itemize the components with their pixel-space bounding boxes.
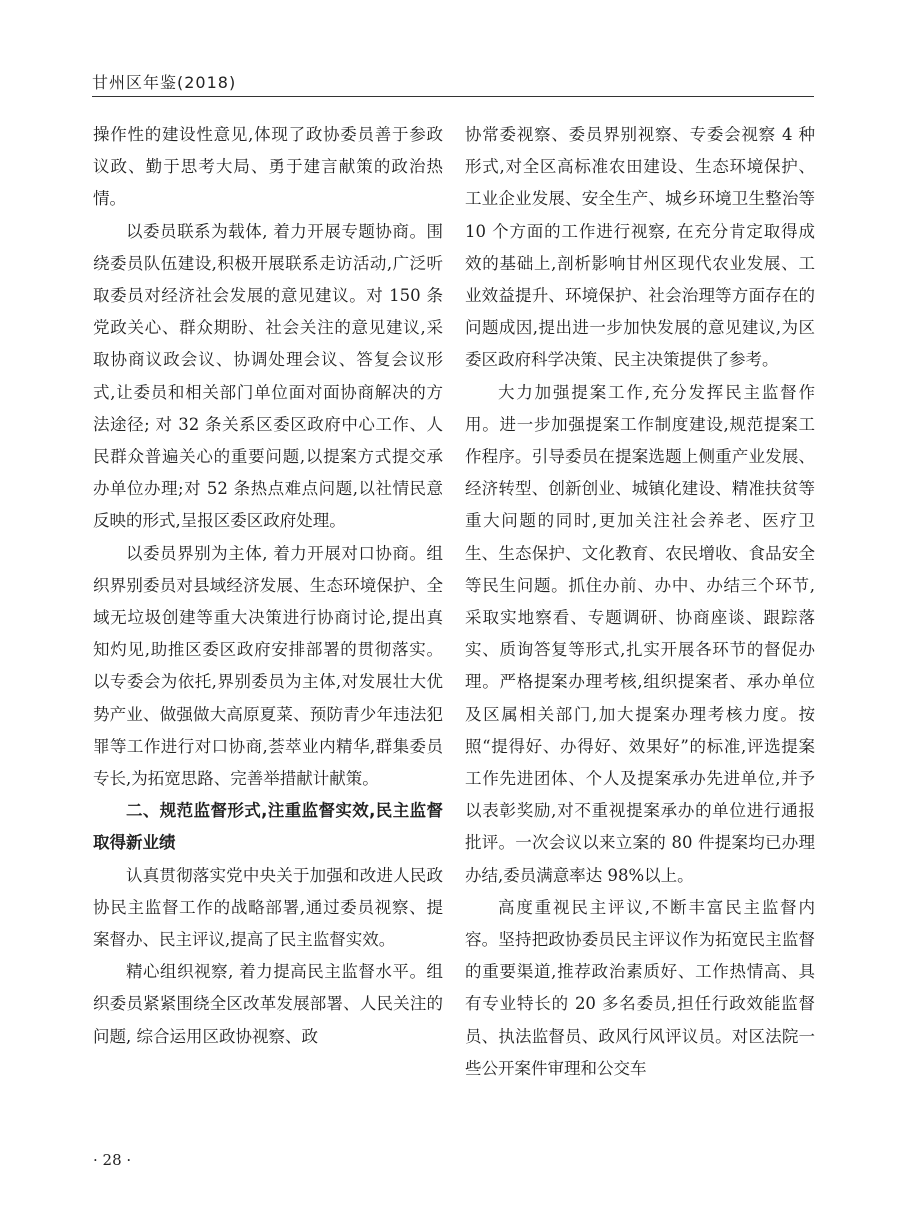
paragraph: 大力加强提案工作,充分发挥民主监督作用。进一步加强提案工作制度建设,规范提案工作程序。引导委员在提案选题上侧重产业发展、经济转型、创新创业、城镇化建设、精准扶贫等重大问题的同时,更加关注社会养老、医疗卫生、生态保护、文化教育、农民增收、食品安全等民生问题。抓住办前、办中、办结三个环节,采取实地察看、专题调研、协商座谈、跟踪落实、质询答复等形式,扎实开展各环节的督促办理。严格提案办理考核,组织提案者、承办单位及区属相关部门,加大提案办理考核力度。按照“提得好、办得好、效果好”的标准,评选提案工作先进团体、个人及提案承办先进单位,并予以表彰奖励,对不重视提案承办的单位进行通报批评。一次会议以来立案的 80 件提案均已办理办结,委员满意率达 98%以上。 (465, 382, 815, 885)
paragraph: 以委员联系为载体, 着力开展专题协商。围绕委员队伍建设,积极开展联系走访活动,广泛听取委员对经济社会发展的意见建议。对 150 条党政关心、群众期盼、社会关注的意见建议,采取协商议政会议、协调处理会议、答复会议形式,让委员和相关部门单位面对面协商解决的方法途径; 对 32 条关系区委区政府中心工作、人民群众普遍关心的重要问题,以提案方式提交承办单位办理;对 52 条热点难点问题,以社情民意反映的形式,呈报区委区政府处理。 (93, 221, 443, 531)
paragraph: 以委员界别为主体, 着力开展对口协商。组织界别委员对县域经济发展、生态环境保护、全域无垃圾创建等重大决策进行协商讨论,提出真知灼见,助推区委区政府安排部署的贯彻落实。以专委会为依托,界别委员为主体,对发展壮大优势产业、做强做大高原夏菜、预防青少年违法犯罪等工作进行对口协商,荟萃业内精华,群集委员专长,为拓宽思路、完善举措献计献策。 (93, 543, 443, 789)
paragraph: 精心组织视察, 着力提高民主监督水平。组织委员紧紧围绕全区改革发展部署、人民关注的问题, 综合运用区政协视察、政 (93, 962, 443, 1046)
paragraph: 操作性的建设性意见,体现了政协委员善于参政议政、勤于思考大局、勇于建言献策的政治热情。 (93, 125, 443, 209)
section-heading: 二、规范监督形式,注重监督实效,民主监督取得新业绩 (93, 801, 443, 853)
header-rule (92, 96, 814, 97)
paragraph: 高度重视民主评议,不断丰富民主监督内容。坚持把政协委员民主评议作为拓宽民主监督的重要渠道,推荐政治素质好、工作热情高、具有专业特长的 20 多名委员,担任行政效能监督员、执法监督员、政风行风评议员。对区法院一些公开案件审理和公交车 (465, 897, 815, 1078)
page-number: · 28 · (93, 1151, 132, 1169)
running-header: 甘州区年鉴(2018) (92, 73, 237, 92)
paragraph: 认真贯彻落实党中央关于加强和改进人民政协民主监督工作的战略部署,通过委员视察、提案督办、民主评议,提高了民主监督实效。 (93, 865, 443, 950)
right-column (465, 119, 815, 1085)
left-column (93, 119, 443, 1053)
paragraph: 协常委视察、委员界别视察、专委会视察 4 种形式,对全区高标准农田建设、生态环境保护、工业企业发展、安全生产、城乡环境卫生整治等 10 个方面的工作进行视察, 在充分肯定取得成效的基础上,剖析影响甘州区现代农业发展、工业效益提升、环境保护、社会治理等方面存在的问题成因,提出进一步加快发展的意见建议,为区委区政府科学决策、民主决策提供了参考。 (465, 125, 815, 370)
